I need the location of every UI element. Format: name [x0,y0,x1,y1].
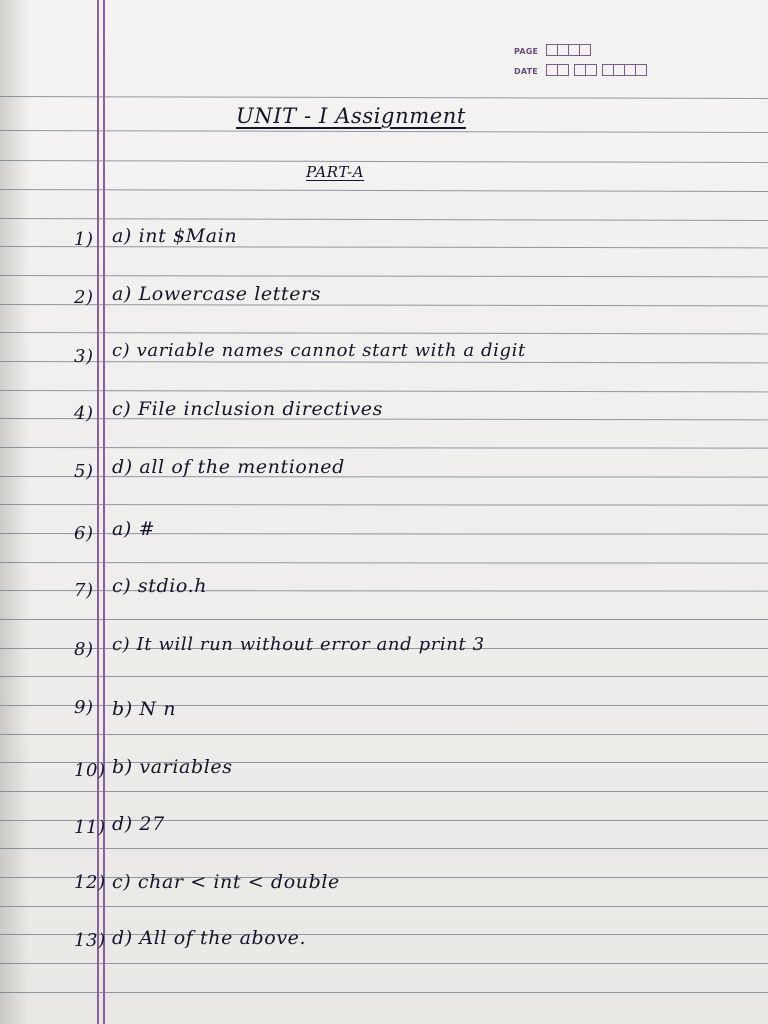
answer-text: c) stdio.h [112,575,208,597]
ruled-line [0,332,768,334]
answer-text: c) variable names cannot start with a digit [112,340,526,361]
ruled-line [0,390,768,392]
answer-text: d) All of the above. [112,927,307,949]
ruled-line [0,189,768,192]
page-label: PAGE [514,47,539,56]
question-number: 12) [74,872,106,893]
question-number: 11) [74,817,106,838]
ruled-line [0,96,768,99]
answer-text: c) char < int < double [112,871,340,893]
date-boxes [546,64,646,76]
ruled-line [0,676,768,677]
ruled-line [0,906,768,907]
answer-text: c) It will run without error and print 3 [112,634,485,655]
ruled-line [0,130,768,133]
ruled-line [0,160,768,163]
ruled-line [0,361,768,363]
page-box [579,44,591,56]
answer-text: c) File inclusion directives [112,398,383,420]
ruled-line [0,218,768,221]
margin-line-left [97,0,99,1024]
question-number: 3) [74,346,94,367]
question-number: 7) [74,580,94,601]
question-number: 2) [74,287,94,308]
ruled-line [0,619,768,620]
ruled-line [0,848,768,849]
margin-line-right [103,0,105,1024]
part-heading: PART-A [306,163,365,181]
ruled-line [0,791,768,792]
page-edge-shadow [0,0,30,1024]
question-number: 5) [74,461,94,482]
answer-text: d) 27 [112,813,165,835]
answer-text: d) all of the mentioned [112,456,345,478]
question-number: 8) [74,639,94,660]
question-number: 1) [74,229,94,250]
question-number: 4) [74,403,94,424]
date-label: DATE [514,67,538,76]
question-number: 6) [74,523,94,544]
ruled-line [0,992,768,993]
assignment-title: UNIT - I Assignment [236,104,466,128]
ruled-line [0,562,768,564]
date-box [635,64,647,76]
answer-text: b) variables [112,756,233,778]
question-number: 9) [74,697,94,718]
question-number: 13) [74,930,106,951]
ruled-line [0,447,768,449]
ruled-line [0,734,768,735]
ruled-line [0,504,768,506]
answer-text: a) Lowercase letters [112,283,322,305]
answer-text: a) # [112,518,156,540]
answer-text: a) int $Main [112,225,238,247]
question-number: 10) [74,760,106,781]
page-number-boxes [546,44,590,56]
answer-text: b) N n [112,698,177,720]
ruled-line [0,275,768,277]
ruled-line [0,963,768,964]
